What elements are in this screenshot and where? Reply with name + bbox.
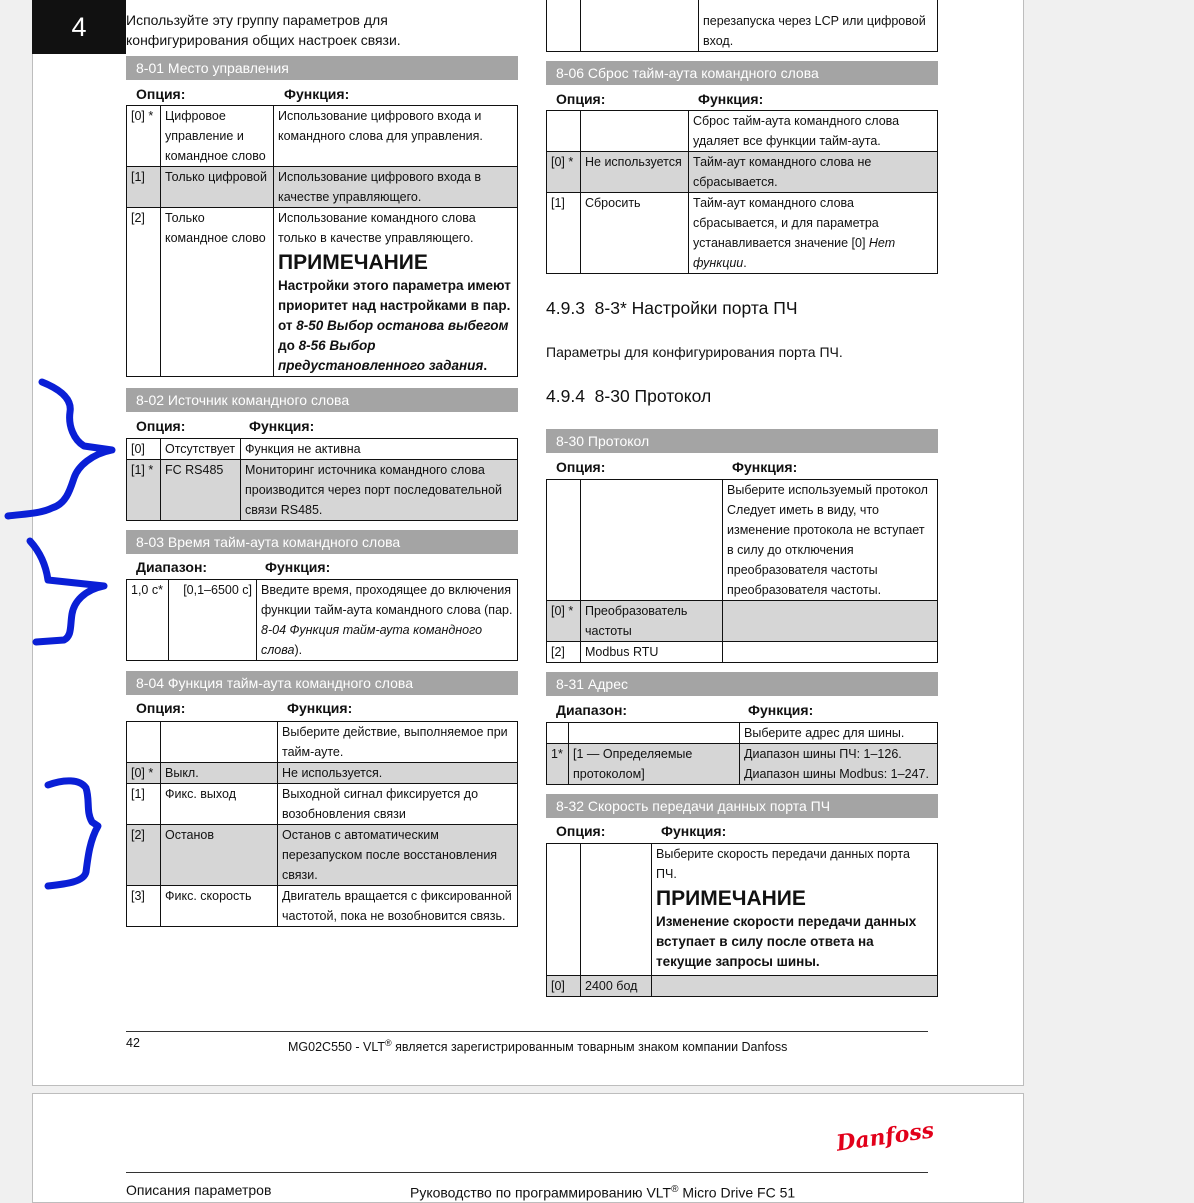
option-code: [1] * (127, 460, 161, 521)
option-name: Фикс. скорость (161, 886, 278, 927)
option-function: Останов с автоматическим перезапуском после восстановления связи. (278, 825, 518, 886)
col-function-label: Функция: (698, 91, 764, 107)
footer-rule (126, 1031, 928, 1032)
col-function-label: Функция: (661, 823, 727, 839)
default-value: 1,0 с* (127, 580, 169, 661)
option-function: Выберите используемый протокол Следует иметь в виду, что изменение протокола не вступает в силу до отключения преобразователя частоты преобразователя частоты. (723, 480, 938, 601)
table-row (127, 825, 518, 886)
default-value: 1* (547, 744, 569, 785)
previous-table-fragment (546, 0, 938, 52)
option-function-text: Использование командного слова только в качестве управляющего. (278, 211, 476, 245)
table-row (547, 193, 938, 274)
param-8-02-header: 8-02 Источник командного слова (126, 388, 518, 412)
note-body: Настройки этого параметра имеют приоритет над настройками в пар. от 8-50 Выбор останова выбегом до 8-56 Выбор предустановленного задания. (278, 278, 511, 373)
table-row (547, 152, 938, 193)
col-option-label: Опция: (556, 459, 606, 475)
option-function: перезапуска через LCP или цифровой вход. (699, 0, 938, 52)
option-function: Использование цифрового входа и командного слова для управления. (274, 106, 518, 167)
footer-text: MG02C550 - VLT® является зарегистрированным товарным знаком компании Danfoss (288, 1038, 788, 1055)
danfoss-logo: Danfoss (834, 1117, 936, 1157)
param-8-31-header: 8-31 Адрес (546, 672, 938, 696)
param-8-30-table (546, 479, 938, 663)
option-code: [2] (127, 825, 161, 886)
note-title: ПРИМЕЧАНИЕ (278, 251, 428, 274)
page-number: 42 (126, 1036, 140, 1050)
table-row (547, 642, 938, 663)
table-row (127, 580, 518, 661)
param-8-03-table (126, 579, 518, 661)
note-body: Изменение скорости передачи данных вступает в силу после ответа на текущие запросы шины. (656, 914, 917, 969)
table-row (547, 480, 938, 601)
table-row (127, 722, 518, 763)
option-function (274, 208, 518, 377)
option-code: [1] (127, 167, 161, 208)
table-row (547, 844, 938, 976)
option-code: [0] * (547, 152, 581, 193)
option-code: [2] (547, 642, 581, 663)
running-header-left: Описания параметров (126, 1182, 272, 1198)
option-name: Не используется (581, 152, 689, 193)
col-range-label: Диапазон: (136, 559, 208, 575)
col-option-label: Опция: (556, 823, 606, 839)
option-function-text: Выберите скорость передачи данных порта ПЧ. (656, 847, 910, 881)
option-function: Двигатель вращается с фиксированной частотой, пока не возобновится связь. (278, 886, 518, 927)
col-function-label: Функция: (287, 700, 353, 716)
option-name: Только цифровой (161, 167, 274, 208)
chapter-number: 4 (71, 11, 87, 42)
table-row (127, 784, 518, 825)
col-function-label: Функция: (284, 86, 350, 102)
table-row (127, 460, 518, 521)
option-code: [3] (127, 886, 161, 927)
chapter-number-box (32, 0, 126, 54)
note-title: ПРИМЕЧАНИЕ (656, 887, 806, 910)
option-function (652, 976, 938, 997)
option-function (723, 601, 938, 642)
param-8-04-header: 8-04 Функция тайм-аута командного слова (126, 671, 518, 695)
table-row (547, 0, 938, 52)
option-function (723, 642, 938, 663)
param-8-32-table (546, 843, 938, 997)
option-function: Введите время, проходящее до включения функции тайм-аута командного слова (пар. 8-04 Функция тайм-аута командного слова). (257, 580, 518, 661)
section-heading-4-9-4: 4.9.4 8-30 Протокол (546, 386, 712, 406)
option-name: Преобразователь частоты (581, 601, 723, 642)
col-option-label: Опция: (556, 91, 606, 107)
option-name: 2400 бод (581, 976, 652, 997)
param-8-32-header: 8-32 Скорость передачи данных порта ПЧ (546, 794, 938, 818)
value-range: [1 — Определяемые протоколом] (569, 744, 740, 785)
option-function (652, 844, 938, 976)
table-row (547, 601, 938, 642)
option-function: Использование цифрового входа в качестве управляющего. (274, 167, 518, 208)
col-option-label: Опция: (136, 700, 186, 716)
option-function: Сброс тайм-аута командного слова удаляет все функции тайм-аута. (689, 111, 938, 152)
option-function: Выберите действие, выполняемое при тайм-ауте. (278, 722, 518, 763)
table-row (547, 976, 938, 997)
param-8-06-header: 8-06 Сброс тайм-аута командного слова (546, 61, 938, 85)
col-function-label: Функция: (249, 418, 315, 434)
option-code: [0] (547, 976, 581, 997)
value-range: [0,1–6500 с] (169, 580, 257, 661)
col-function-label: Функция: (265, 559, 331, 575)
param-8-30-header: 8-30 Протокол (546, 429, 938, 453)
col-option-label: Опция: (136, 418, 186, 434)
option-function: Тайм-аут командного слова сбрасывается, и для параметра устанавливается значение [0] Нет функции. (689, 193, 938, 274)
param-8-01-header: 8-01 Место управления (126, 56, 518, 80)
table-row (127, 106, 518, 167)
option-code: [0] * (127, 106, 161, 167)
param-8-06-table (546, 110, 938, 274)
option-function: Выберите адрес для шины. (740, 723, 938, 744)
col-option-label: Опция: (136, 86, 186, 102)
table-row (127, 886, 518, 927)
option-function: Выходной сигнал фиксируется до возобновления связи (278, 784, 518, 825)
col-function-label: Функция: (732, 459, 798, 475)
option-code: [1] (127, 784, 161, 825)
table-row (127, 167, 518, 208)
param-8-31-table (546, 722, 938, 785)
option-code: [0] (127, 439, 161, 460)
table-row (127, 208, 518, 377)
option-code: [2] (127, 208, 161, 377)
option-name: FC RS485 (161, 460, 241, 521)
option-function: Мониторинг источника командного слова производится через порт последовательной связи RS485. (241, 460, 518, 521)
option-function: Диапазон шины ПЧ: 1–126. Диапазон шины Modbus: 1–247. (740, 744, 938, 785)
option-name: Отсутствует (161, 439, 241, 460)
col-range-label: Диапазон: (556, 702, 628, 718)
param-8-02-table (126, 438, 518, 521)
running-header-right: Руководство по программированию VLT® Micro Drive FC 51 (410, 1184, 796, 1201)
option-name: Выкл. (161, 763, 278, 784)
option-code: [0] * (547, 601, 581, 642)
param-8-01-table (126, 105, 518, 377)
param-8-03-header: 8-03 Время тайм-аута командного слова (126, 530, 518, 554)
table-row (547, 111, 938, 152)
option-function: Не используется. (278, 763, 518, 784)
option-name: Modbus RTU (581, 642, 723, 663)
option-code: [1] (547, 193, 581, 274)
section-heading-4-9-3: 4.9.3 8-3* Настройки порта ПЧ (546, 298, 798, 318)
param-8-04-table (126, 721, 518, 927)
intro-text: Используйте эту группу параметров для конфигурирования общих настроек связи. (126, 12, 401, 48)
header-rule (126, 1172, 928, 1173)
section-text: Параметры для конфигурирования порта ПЧ. (546, 344, 843, 360)
option-name: Фикс. выход (161, 784, 278, 825)
option-function: Тайм-аут командного слова не сбрасывается. (689, 152, 938, 193)
option-function: Функция не активна (241, 439, 518, 460)
option-code: [0] * (127, 763, 161, 784)
table-row (127, 763, 518, 784)
table-row (547, 723, 938, 744)
option-name: Только командное слово (161, 208, 274, 377)
table-row (127, 439, 518, 460)
option-name: Цифровое управление и командное слово (161, 106, 274, 167)
option-name: Сбросить (581, 193, 689, 274)
col-function-label: Функция: (748, 702, 814, 718)
table-row (547, 744, 938, 785)
option-name: Останов (161, 825, 278, 886)
